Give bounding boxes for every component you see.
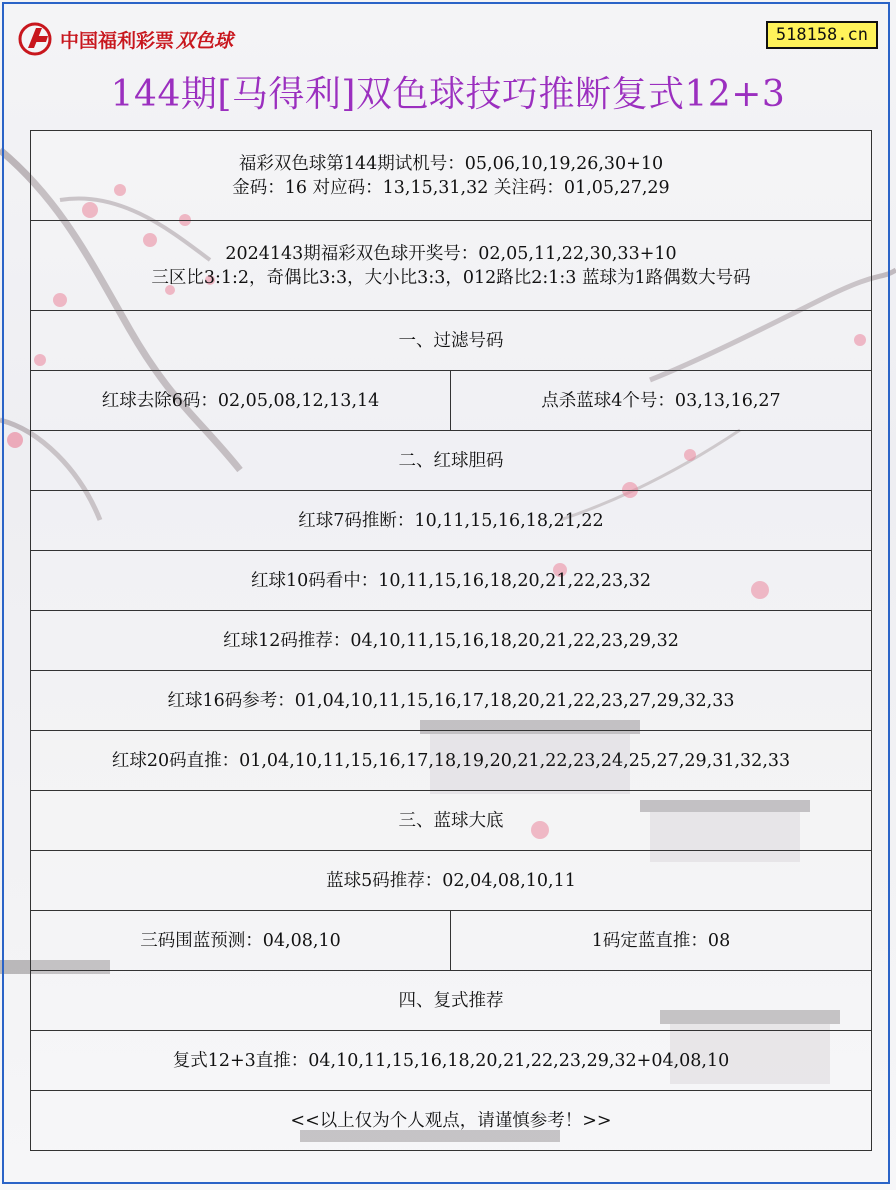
red20-row	[31, 731, 872, 791]
section-heading-row	[31, 431, 872, 491]
red16-row	[31, 671, 872, 731]
lottery-logo	[18, 22, 233, 56]
blue-pick-row	[31, 911, 872, 971]
section-heading-combo: 四、复式推荐	[31, 971, 872, 1031]
blue-kill-cell: 点杀蓝球4个号：03,13,16,27	[451, 371, 872, 431]
footer-note-row	[31, 1091, 872, 1151]
draw-result-cell	[31, 221, 872, 311]
footer-note: <<以上仅为个人观点，请谨慎参考！>>	[31, 1091, 872, 1151]
section-heading-blue: 三、蓝球大底	[31, 791, 872, 851]
prediction-table	[30, 130, 872, 1151]
page-title: 144期[马得利]双色球技巧推断复式12+3	[110, 74, 786, 115]
draw-stats-text: 三区比3:1:2，奇偶比3:3，大小比3:3，012路比2:1:3 蓝球为1路偶数大号码	[151, 267, 751, 288]
trial-numbers-row	[31, 131, 872, 221]
combo-cell: 复式12+3直推：04,10,11,15,16,18,20,21,22,23,29,32+04,08,10	[31, 1031, 872, 1091]
section-heading-row	[31, 971, 872, 1031]
red-exclude-cell: 红球去除6码：02,05,08,12,13,14	[31, 371, 451, 431]
welfare-lottery-logo-icon	[18, 22, 56, 56]
blue5-cell: 蓝球5码推荐：02,04,08,10,11	[31, 851, 872, 911]
site-badge[interactable]: 518158.cn	[766, 21, 878, 49]
combo-row	[31, 1031, 872, 1091]
draw-result-text: 2024143期福彩双色球开奖号：02,05,11,22,30,33+10	[225, 243, 677, 264]
red12-row	[31, 611, 872, 671]
gold-code-text: 金码：16 对应码：13,15,31,32 关注码：01,05,27,29	[232, 177, 670, 198]
logo-text: 中国福利彩票	[60, 29, 175, 52]
red10-row	[31, 551, 872, 611]
section-heading-row	[31, 791, 872, 851]
draw-result-row	[31, 221, 872, 311]
red16-cell: 红球16码参考：01,04,10,11,15,16,17,18,20,21,22,23,27,29,32,33	[31, 671, 872, 731]
filter-row	[31, 371, 872, 431]
logo-text-game: 双色球	[176, 29, 234, 52]
trial-numbers-cell	[31, 131, 872, 221]
red12-cell: 红球12码推荐：04,10,11,15,16,18,20,21,22,23,29,32	[31, 611, 872, 671]
section-heading-row	[31, 311, 872, 371]
red7-cell: 红球7码推断：10,11,15,16,18,21,22	[31, 491, 872, 551]
red10-cell: 红球10码看中：10,11,15,16,18,20,21,22,23,32	[31, 551, 872, 611]
section-heading-red: 二、红球胆码	[31, 431, 872, 491]
section-heading-filter: 一、过滤号码	[31, 311, 872, 371]
blue1-cell: 1码定蓝直推：08	[451, 911, 872, 971]
blue3-cell: 三码围蓝预测：04,08,10	[31, 911, 451, 971]
red7-row	[31, 491, 872, 551]
trial-numbers-text: 福彩双色球第144期试机号：05,06,10,19,26,30+10	[238, 153, 664, 174]
blue5-row	[31, 851, 872, 911]
red20-cell: 红球20码直推：01,04,10,11,15,16,17,18,19,20,21,22,23,24,25,27,29,31,32,33	[31, 731, 872, 791]
